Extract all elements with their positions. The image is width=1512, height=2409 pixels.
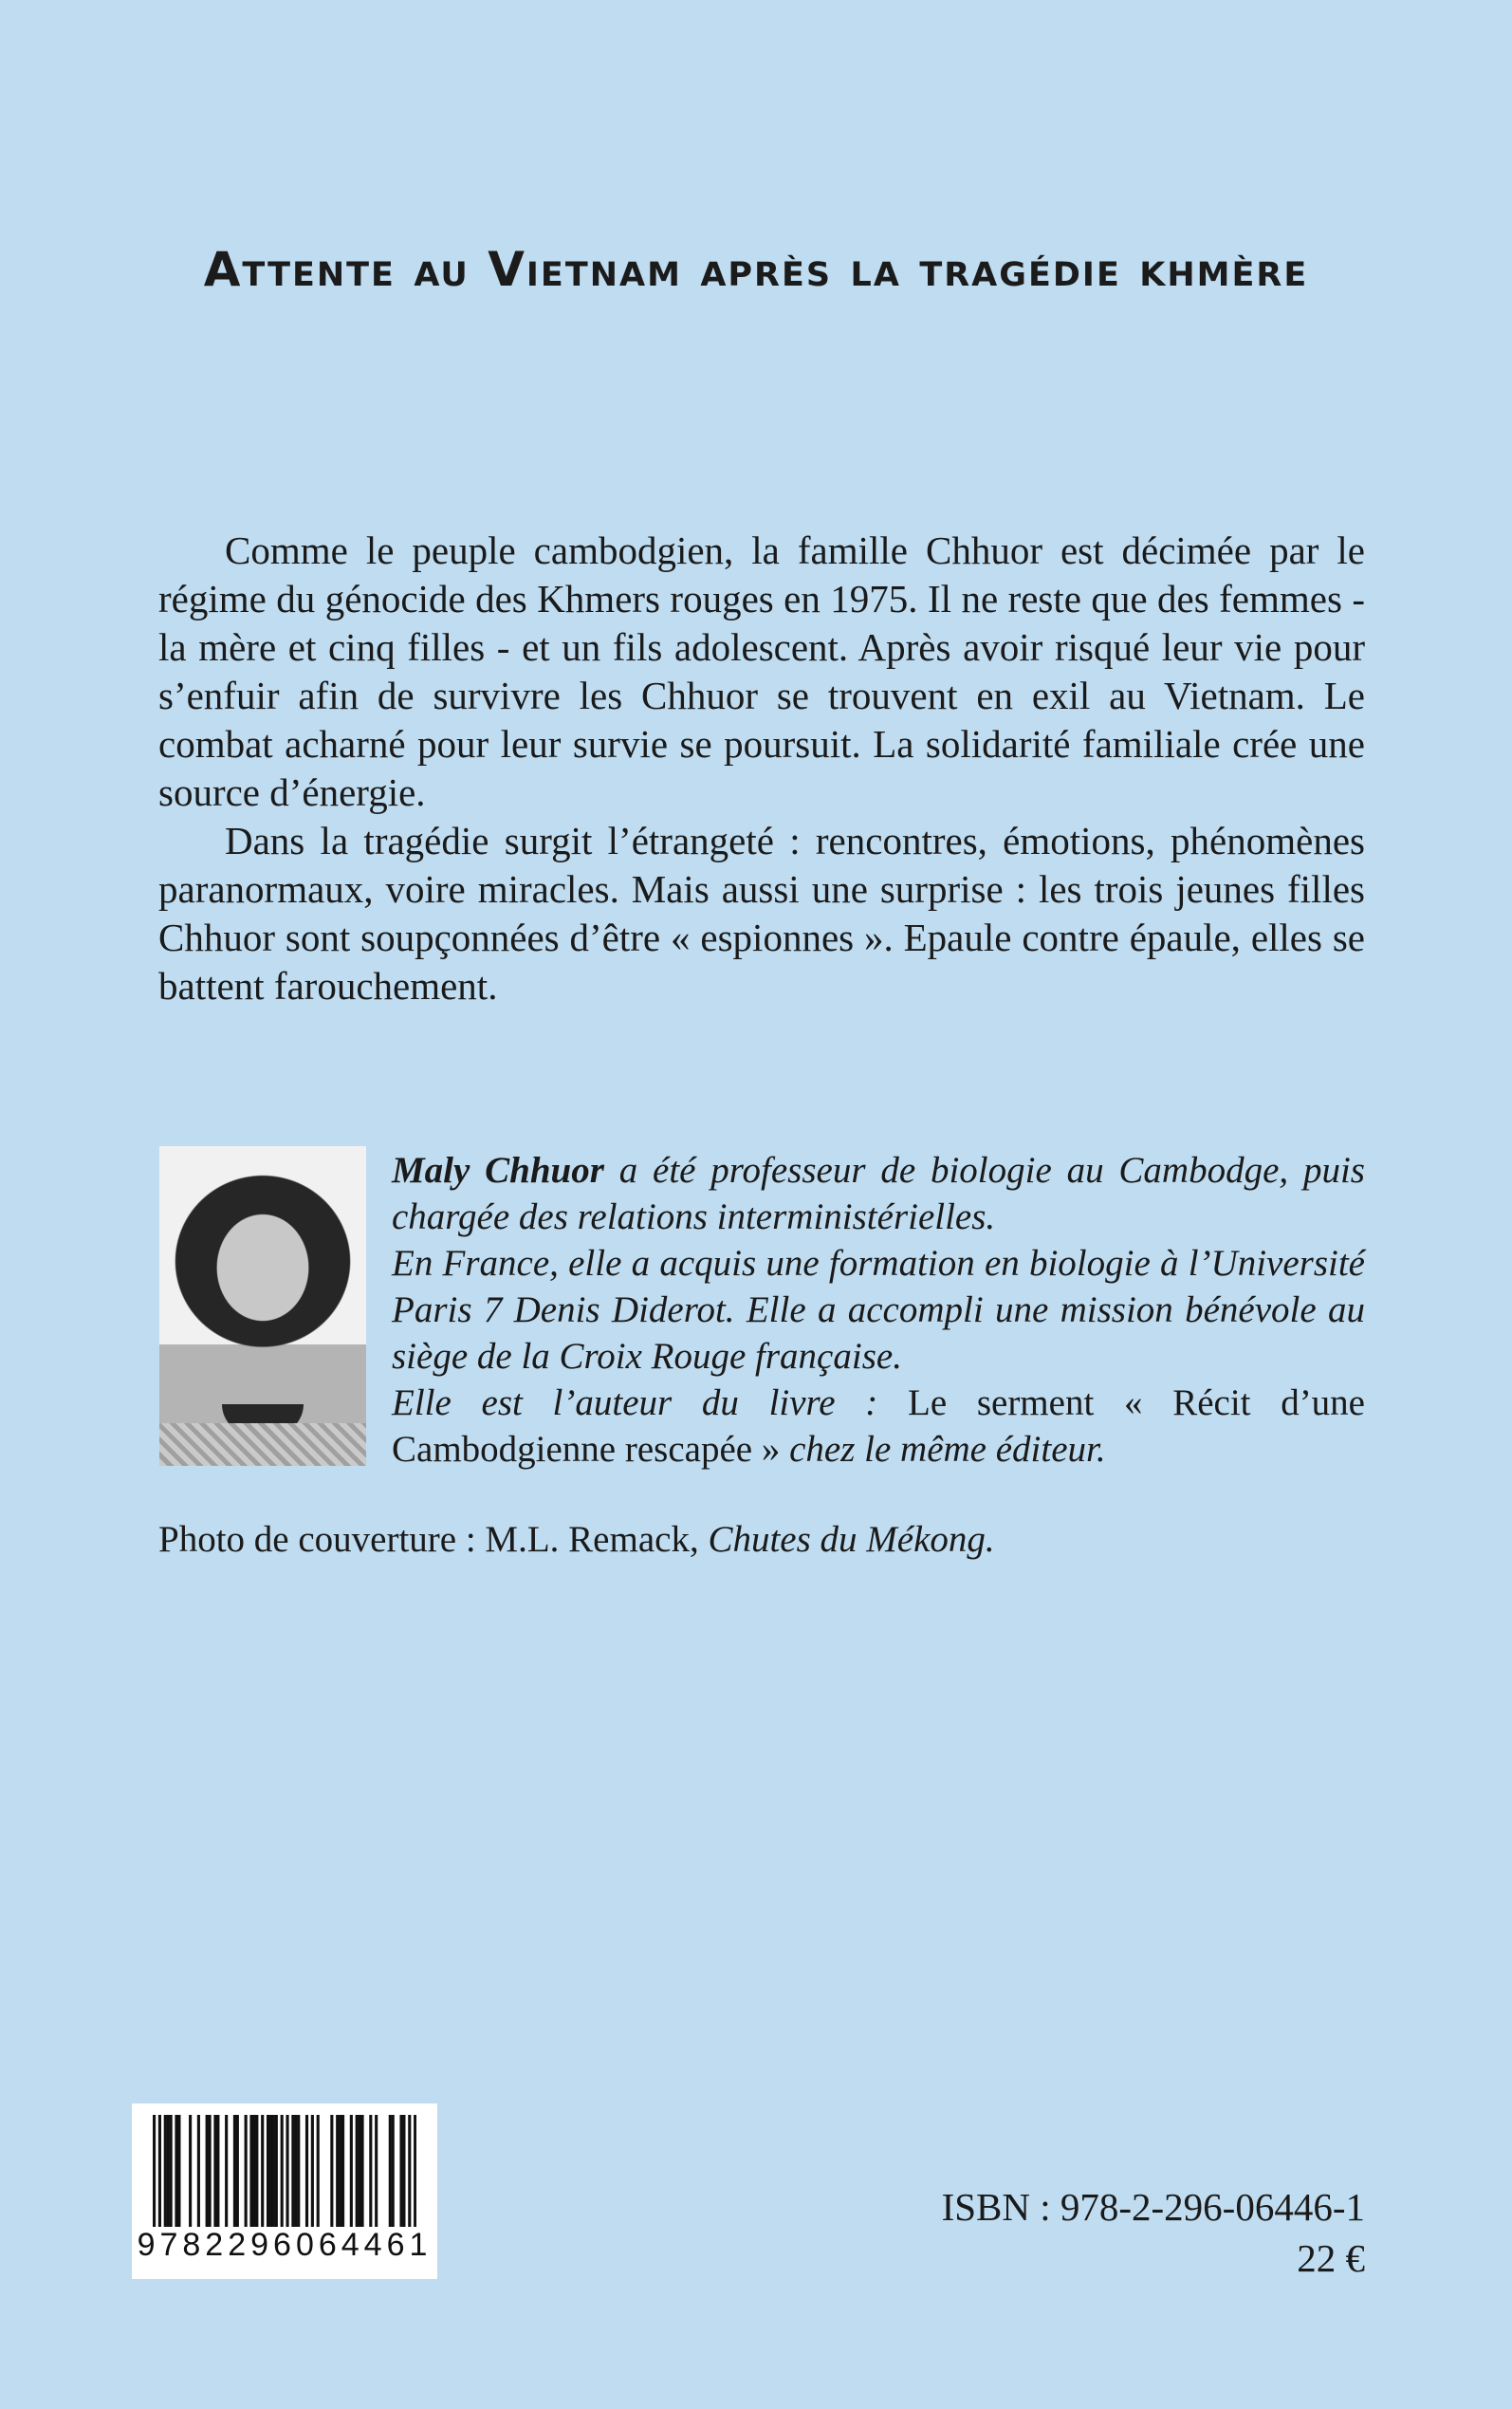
barcode-bar <box>375 2115 378 2227</box>
barcode-bar <box>281 2115 284 2227</box>
book-title: Attente au Vietnam après la tragédie khmère <box>203 242 1309 297</box>
barcode-bar <box>369 2115 372 2227</box>
author-bio <box>392 1147 1365 1473</box>
synopsis <box>158 527 1365 1010</box>
barcode-bar <box>350 2115 353 2227</box>
price: 22 € <box>1297 2236 1365 2280</box>
barcode-bar <box>356 2115 359 2227</box>
author-name: Maly Chhuor <box>392 1150 604 1191</box>
barcode-bar <box>197 2115 200 2227</box>
barcode-bar <box>341 2115 344 2227</box>
barcode-bar <box>167 2115 170 2227</box>
barcode-bar <box>311 2115 314 2227</box>
barcode-bar <box>408 2115 411 2227</box>
bio-part2: En France, elle a acquis une formation en biologie à l’Université Paris 7 Denis Diderot. Elle a accompli une mission bénévole au siège de la Croix Rouge française. <box>392 1243 1365 1377</box>
barcode-bar <box>291 2115 294 2227</box>
barcode-bar <box>414 2115 416 2227</box>
barcode-digits: 9782296064461 <box>137 2227 433 2263</box>
barcode-bar <box>233 2115 236 2227</box>
bio-part3-tail: chez le même éditeur. <box>780 1429 1106 1470</box>
barcode-bar <box>236 2115 239 2227</box>
barcode-bar <box>189 2115 192 2227</box>
barcode-bar <box>336 2115 339 2227</box>
barcode-bar <box>225 2115 228 2227</box>
barcode-bar <box>170 2115 173 2227</box>
cover-photo-credit <box>158 1516 995 1563</box>
barcode-bar <box>286 2115 288 2227</box>
barcode-bar <box>164 2115 167 2227</box>
barcode-bar <box>339 2115 341 2227</box>
barcode-bar <box>261 2115 264 2227</box>
barcode-bar <box>399 2115 402 2227</box>
author-photo <box>159 1146 366 1466</box>
credit-label: Photo de couverture : M.L. Remack, <box>158 1519 709 1560</box>
barcode-bar <box>245 2115 248 2227</box>
bio-part3-lead: Elle est l’auteur du livre : <box>392 1382 908 1423</box>
barcode-bar <box>297 2115 300 2227</box>
barcode-bar <box>272 2115 275 2227</box>
barcode-bar <box>294 2115 297 2227</box>
photo-sweater <box>159 1423 366 1466</box>
previous-book-title: Le serment « Récit d’une Cambodgienne rescapée » <box>392 1382 1365 1470</box>
barcode-bar <box>269 2115 272 2227</box>
barcode-bar <box>249 2115 252 2227</box>
barcode <box>132 2103 437 2279</box>
barcode-bar <box>359 2115 361 2227</box>
barcode-bar <box>216 2115 219 2227</box>
synopsis-paragraph: Dans la tragédie surgit l’étrangeté : rencontres, émotions, phénomènes paranormaux, voire miracles. Mais aussi une surprise : les trois jeunes filles Chhuor sont soupçonnées d’être « espionnes ». Epaule contre épaule, elles se battent farouchement. <box>158 819 1365 1008</box>
barcode-bar <box>330 2115 333 2227</box>
barcode-bar <box>252 2115 255 2227</box>
barcode-bar <box>153 2115 156 2227</box>
barcode-bar <box>177 2115 180 2227</box>
barcode-bars <box>153 2115 416 2227</box>
barcode-bar <box>209 2115 212 2227</box>
barcode-bar <box>158 2115 161 2227</box>
isbn: ISBN : 978-2-296-06446-1 <box>941 2185 1365 2229</box>
barcode-bar <box>392 2115 395 2227</box>
barcode-bar <box>175 2115 177 2227</box>
barcode-bar <box>213 2115 216 2227</box>
barcode-bar <box>389 2115 392 2227</box>
barcode-bar <box>255 2115 258 2227</box>
credit-work: Chutes du Mékong. <box>708 1519 995 1560</box>
synopsis-paragraph: Comme le peuple cambodgien, la famille Chhuor est décimée par le régime du génocide des Khmers rouges en 1975. Il ne reste que des femmes - la mère et cinq filles - et un fils adolescent. Après avoir risqué leur vie pour s’enfuir afin de survivre les Chhuor se trouvent en exil au Vietnam. Le combat acharné pour leur survie se poursuit. La solidarité familiale crée une source d’énergie. <box>158 528 1365 814</box>
barcode-bar <box>305 2115 308 2227</box>
barcode-bar <box>360 2115 363 2227</box>
barcode-bar <box>275 2115 278 2227</box>
barcode-bar <box>267 2115 269 2227</box>
barcode-bar <box>317 2115 320 2227</box>
barcode-bar <box>402 2115 405 2227</box>
barcode-bar <box>206 2115 209 2227</box>
bio-part1: a été professeur de biologie au Cambodge, puis chargée des relations interministérielles. <box>392 1150 1365 1237</box>
